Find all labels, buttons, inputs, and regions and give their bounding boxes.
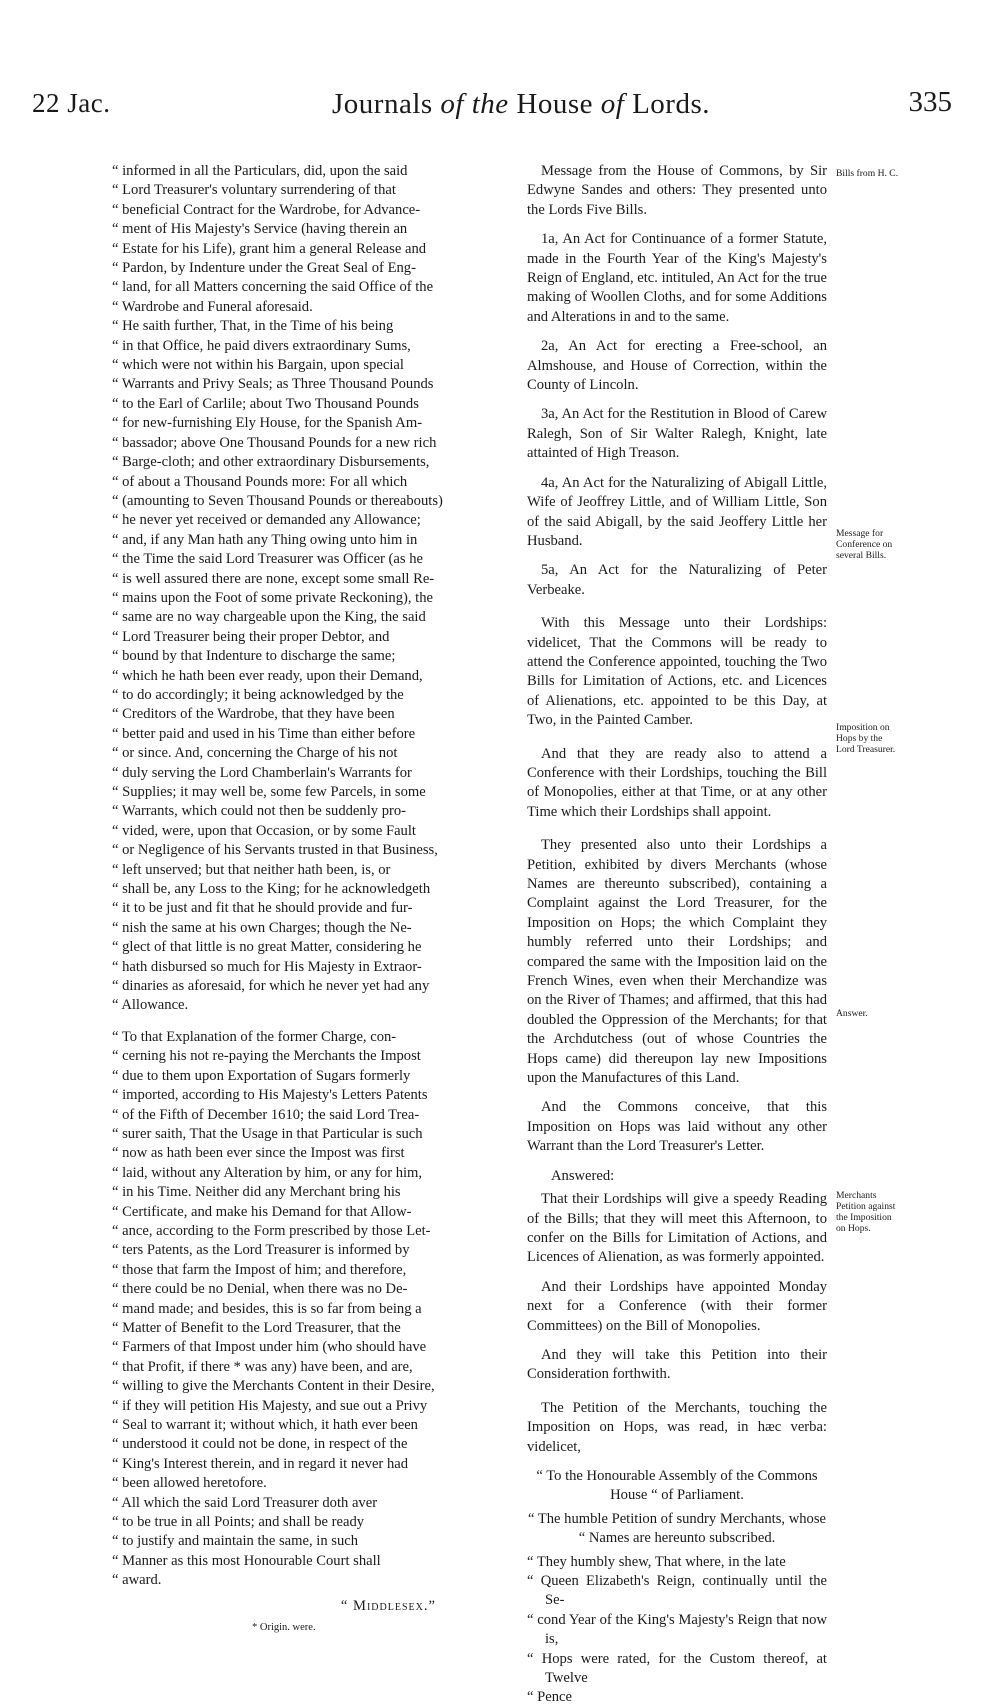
text-line: “ nish the same at his own Charges; though the Ne- — [112, 919, 412, 936]
text-line: “ shall be, any Loss to the King; for he acknowledgeth — [112, 881, 431, 898]
commons-conceive: And the Commons conceive, that this Imposition on Hops was laid without any other Warrant than the Lord Treasurer's Letter. — [527, 1099, 827, 1155]
text-line: “ to be true in all Points; and shall be ready — [112, 1514, 365, 1531]
text-line: “ hath disbursed so much for His Majesty in Extraor- — [112, 958, 422, 975]
text-line: “ ters Patents, as the Lord Treasurer is informed by — [112, 1242, 410, 1259]
text-line: “ Hops were rated, for the Custom thereof, at Twelve — [527, 1650, 827, 1687]
bill-2: 2a, An Act for erecting a Free-school, an Almshouse, and House of Correction, within the County of Lincoln. — [527, 338, 827, 394]
text-line: “ left unserved; but that neither hath been, is, or — [112, 861, 391, 878]
text-line: “ Warrants and Privy Seals; as Three Thousand Pounds — [112, 376, 434, 393]
text-line: “ he never yet received or demanded any Allowance; — [112, 512, 421, 529]
text-line: “ All which the said Lord Treasurer doth aver — [112, 1494, 378, 1511]
text-line: “ dinaries as aforesaid, for which he never yet had any — [112, 978, 430, 995]
text-line: “ cerning his not re-paying the Merchants the Impost — [112, 1048, 421, 1065]
regnal-year: 22 Jac. — [32, 88, 111, 118]
petition-body — [527, 1553, 827, 1708]
text-line: “ in his Time. Neither did any Merchant bring his — [112, 1184, 401, 1201]
averment-verse — [112, 1494, 466, 1591]
text-line: “ Certificate, and make his Demand for that Allow- — [112, 1203, 412, 1220]
text-line: “ of about a Thousand Pounds more: For all which — [112, 473, 408, 490]
text-line: “ Queen Elizabeth's Reign, continually until the Se- — [527, 1573, 827, 1609]
text-line: “ the Time the said Lord Treasurer was Officer (as he — [112, 551, 423, 568]
text-line: “ due to them upon Exportation of Sugars formerly — [112, 1067, 411, 1084]
conference-message: With this Message unto their Lordships: videlicet, That the Commons will be ready to attend the Conference appointed, touching the Two Bills for Limitation of Actions, etc. and Licences of Alienations, etc. appointed to be this Day, at Two, in the Painted Camber. — [527, 615, 827, 729]
answer-2: And their Lordships have appointed Monday next for a Conference (with their former Committees) on the Bill of Monopolies. — [527, 1278, 827, 1334]
footnote: * Origin. were. — [252, 1622, 316, 1634]
paragraph-extraordinary-sums — [112, 317, 466, 1016]
page-header — [32, 78, 952, 128]
margin-note-merchants: Merchants Petition against the Imposition on Hops. — [836, 1190, 896, 1234]
text-line: “ imported, according to His Majesty's Letters Patents — [112, 1087, 428, 1104]
paragraph-release-pardon — [112, 162, 466, 317]
text-line: “ land, for all Matters concerning the said Office of the — [112, 279, 434, 296]
text-line: “ which he hath been ever ready, upon their Demand, — [112, 667, 423, 684]
text-line: “ Warrants, which could not then be suddenly pro- — [112, 803, 407, 820]
text-line: “ which were not within his Bargain, upon special — [112, 357, 404, 374]
text-line: “ Manner as this most Honourable Court shall — [112, 1552, 381, 1569]
text-line: “ mains upon the Foot of some private Reckoning), the — [112, 589, 433, 606]
petition-presented: They presented also unto their Lordships a Petition, exhibited by divers Merchants (whose Names are thereunto subscribed), containing a Complaint against the Lord Treasurer, for the Imposition on Hops; the which Complaint they humbly referred unto their Lordships; and compared the same with the Imposition laid on the French Wines, even when their Merchandize was on the River of Thames; and affirmed, that this had doubled the Oppression of the Merchants; for that the Archdutchess (out of whose Countries the Hops came) did thereupon lay new Impositions upon the Manufactures of this Land. — [527, 837, 827, 1087]
margin-note-bills-from: Bills from H. C. — [836, 168, 899, 179]
text-line: “ ance, according to the Form prescribed by those Let- — [112, 1222, 431, 1239]
text-line: “ Allowance. — [112, 997, 189, 1014]
text-line: “ if they will petition His Majesty, and sue out a Privy — [112, 1397, 428, 1414]
right-column — [527, 162, 827, 1708]
text-line: “ Creditors of the Wardrobe, that they have been — [112, 706, 395, 723]
running-title: Journals of the House of Lords. — [332, 88, 711, 120]
text-line: “ Pardon, by Indenture under the Great Seal of Eng- — [112, 260, 416, 277]
text-line: “ to justify and maintain the same, in such — [112, 1533, 359, 1550]
monopolies-conference: And that they are ready also to attend a Conference with their Lordships, touching the Bill of Monopolies, either at that Time, or at any other Time which their Lordships shall appoint. — [527, 745, 827, 820]
message-from-commons: Message from the House of Commons, by Sir Edwyne Sandes and others: They presented unto the Lords Five Bills. — [527, 163, 827, 218]
text-line: “ cond Year of the King's Majesty's Reign that now is, — [527, 1611, 827, 1648]
text-line: “ to the Earl of Carlile; about Two Thousand Pounds — [112, 395, 419, 412]
text-line: “ Matter of Benefit to the Lord Treasurer, that the — [112, 1319, 401, 1336]
text-line: “ is well assured there are none, except some small Re- — [112, 570, 435, 587]
text-line: “ mand made; and besides, this is so far from being a — [112, 1300, 422, 1317]
margin-note-message-for: Message for Conference on several Bills. — [836, 528, 893, 561]
text-line: “ in that Office, he paid divers extraordinary Sums, — [112, 337, 411, 354]
text-line: “ To that Explanation of the former Charge, con- — [112, 1028, 397, 1045]
text-line: “ King's Interest therein, and in regard it never had — [112, 1455, 409, 1472]
text-line: “ surer saith, That the Usage in that Particular is such — [112, 1125, 423, 1142]
humble-petition-heading: “ The humble Petition of sundry Merchants, whose “ Names are hereunto subscribed. — [527, 1510, 827, 1547]
answer-3: And they will take this Petition into their Consideration forthwith. — [527, 1346, 827, 1383]
text-line: “ laid, without any Alteration by him, or any for him, — [112, 1164, 423, 1181]
text-line: “ willing to give the Merchants Content in their Desire, — [112, 1378, 435, 1395]
bill-3: 3a, An Act for the Restitution in Blood of Carew Ralegh, Son of Sir Walter Ralegh, Knight, late attainted of High Treason. — [527, 406, 827, 462]
text-line: “ that Profit, if there * was any) have been, and are, — [112, 1358, 413, 1375]
left-column — [112, 162, 466, 1637]
text-line: “ it to be just and fit that he should provide and fur- — [112, 900, 413, 917]
text-line: “ for new-furnishing Ely House, for the Spanish Am- — [112, 415, 423, 432]
text-line: “ same are no way chargeable upon the King, the said — [112, 609, 426, 626]
text-line: “ Lord Treasurer's voluntary surrendering of that — [112, 182, 396, 199]
text-line: “ Supplies; it may well be, some few Parcels, in some — [112, 784, 426, 800]
text-line: “ Lord Treasurer being their proper Debtor, and — [112, 628, 390, 645]
text-line: “ bound by that Indenture to discharge the same; — [112, 648, 396, 665]
text-line: “ Barge-cloth; and other extraordinary Disbursements, — [112, 454, 430, 471]
margin-note-imposition: Imposition on Hops by the Lord Treasurer. — [836, 722, 896, 755]
text-line: “ understood it could not be done, in respect of the — [112, 1436, 408, 1453]
text-line: “ and, if any Man hath any Thing owing unto him in — [112, 531, 418, 548]
address-to-assembly: “ To the Honourable Assembly of the Commons House “ of Parliament. — [536, 1467, 818, 1504]
text-line: “ Farmers of that Impost under him (who should have — [112, 1339, 427, 1356]
bill-5: 5a, An Act for the Naturalizing of Peter Verbeake. — [527, 562, 827, 598]
text-line: “ (amounting to Seven Thousand Pounds or thereabouts) — [112, 492, 443, 509]
signature-middlesex: “ Middlesex.” — [340, 1597, 436, 1614]
text-line: “ now as hath been ever since the Impost was first — [112, 1145, 405, 1162]
text-line: “ better paid and used in his Time than either before — [112, 725, 416, 742]
text-line: “ Seal to warrant it; without which, it hath ever been — [112, 1417, 418, 1433]
text-line: “ of the Fifth of December 1610; the said Lord Trea- — [112, 1106, 420, 1123]
margin-note-answer: Answer. — [836, 1008, 868, 1019]
text-line: “ glect of that little is no great Matter, considering he — [112, 939, 422, 956]
paragraph-impost-sugars — [112, 1028, 466, 1494]
answer-1: That their Lordships will give a speedy Reading of the Bills; that they will meet this Afternoon, to confer on the Bills for Limitation of Actions, and Licences of Alienation, as was formerly appointed. — [527, 1191, 827, 1266]
text-line: “ or Negligence of his Servants trusted in that Business, — [112, 842, 438, 859]
text-line: “ Pence — [527, 1689, 572, 1706]
text-line: “ award. — [112, 1572, 162, 1589]
text-line: “ Estate for his Life), grant him a general Release and — [112, 240, 427, 257]
text-line: “ been allowed heretofore. — [112, 1475, 267, 1492]
text-line: “ informed in all the Particulars, did, upon the said — [112, 163, 408, 179]
answered-heading: Answered: — [551, 1167, 615, 1184]
text-line: “ there could be no Denial, when there was no De- — [112, 1281, 408, 1298]
text-line: “ beneficial Contract for the Wardrobe, for Advance- — [112, 201, 421, 218]
text-line: “ or since. And, concerning the Charge of his not — [112, 745, 398, 762]
text-line: “ duly serving the Lord Chamberlain's Warrants for — [112, 764, 412, 781]
text-line: “ those that farm the Impost of him; and therefore, — [112, 1261, 407, 1278]
text-line: “ bassador; above One Thousand Pounds for a new rich — [112, 434, 437, 451]
bill-1: 1a, An Act for Continuance of a former Statute, made in the Fourth Year of the King's Majesty's Reign of England, etc. intituled, An Act for the true making of Woollen Cloths, and for some Additions and Alterations in and to the same. — [527, 231, 827, 325]
text-line: “ He saith further, That, in the Time of his being — [112, 318, 394, 335]
text-line: “ vided, were, upon that Occasion, or by some Fault — [112, 822, 416, 839]
petition-read: The Petition of the Merchants, touching the Imposition on Hops, was read, in hæc verba: videlicet, — [527, 1399, 827, 1455]
text-line: “ ment of His Majesty's Service (having therein an — [112, 221, 408, 238]
text-line: “ They humbly shew, That where, in the late — [527, 1553, 786, 1570]
bill-4: 4a, An Act for the Naturalizing of Abigall Little, Wife of Jeoffrey Little, and of William Little, Son of the said Abigall, by the said Jeoffery Little her Husband. — [527, 474, 827, 549]
text-line: “ Wardrobe and Funeral aforesaid. — [112, 298, 313, 315]
page-number: 335 — [908, 86, 952, 118]
text-line: “ to do accordingly; it being acknowledged by the — [112, 686, 404, 703]
